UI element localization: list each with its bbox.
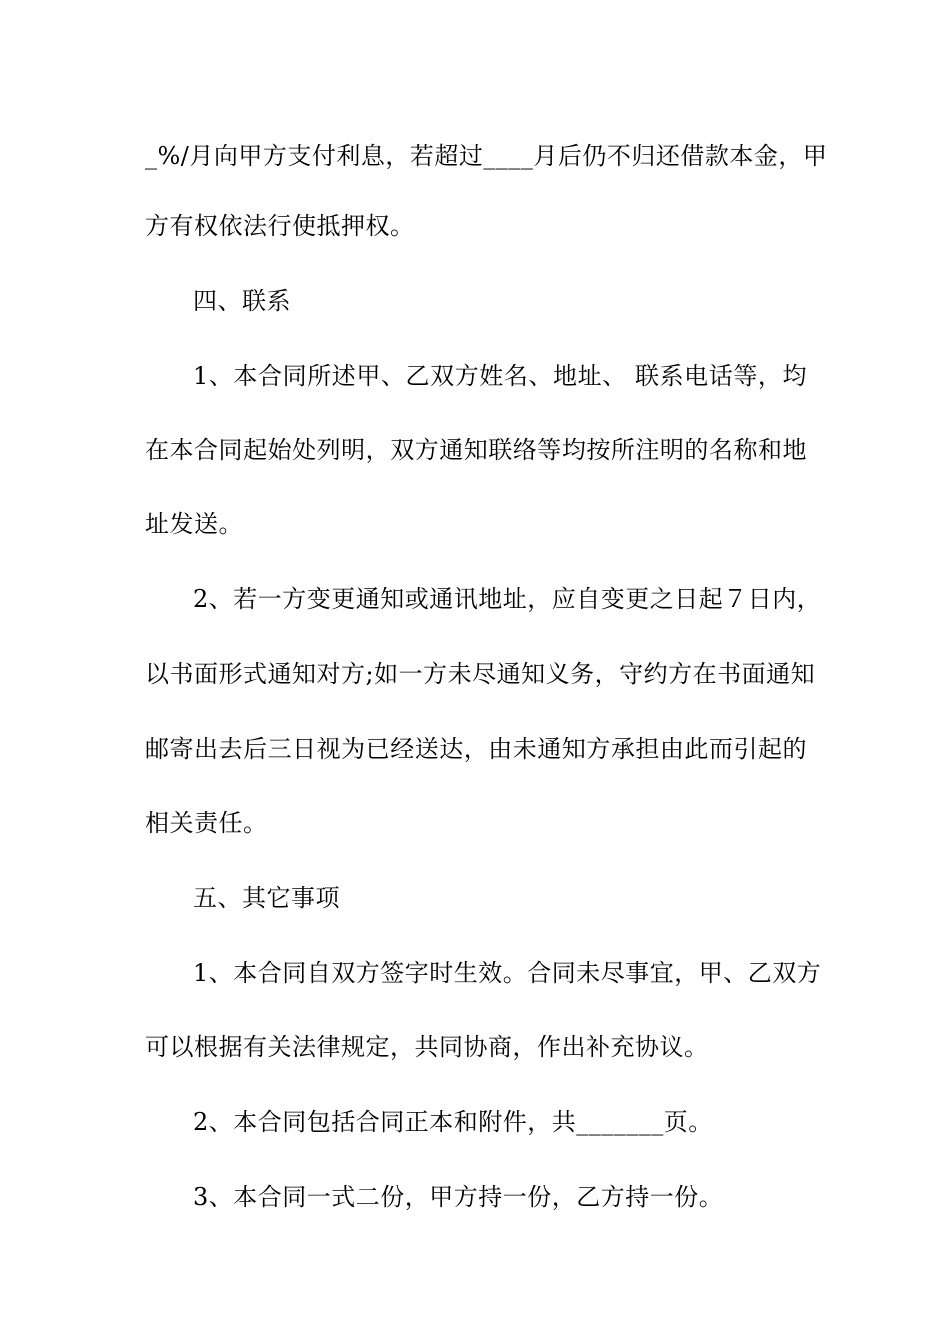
section-heading: 五、其它事项 xyxy=(193,884,340,912)
paragraph-line: 在本合同起始处列明，双方通知联络等均按所注明的名称和地 xyxy=(145,436,807,464)
paragraph-line: 邮寄出去后三日视为已经送达，由未通知方承担由此而引起的 xyxy=(145,735,807,763)
paragraph-line: 址发送。 xyxy=(145,510,243,538)
paragraph-line: 1、本合同所述甲、乙双方姓名、地址、 联系电话等，均 xyxy=(193,362,807,390)
paragraph-line: _%/月向甲方支付利息，若超过____月后仍不归还借款本金，甲 xyxy=(145,142,828,170)
paragraph-line: 以书面形式通知对方;如一方未尽通知义务，守约方在书面通知 xyxy=(145,660,816,688)
paragraph-line: 3、本合同一式二份，甲方持一份，乙方持一份。 xyxy=(193,1183,724,1211)
paragraph-line: 可以根据有关法律规定，共同协商，作出补充协议。 xyxy=(145,1033,709,1061)
paragraph-line: 2、若一方变更通知或通讯地址，应自变更之日起７日内， xyxy=(193,585,822,613)
section-heading: 四、联系 xyxy=(193,287,291,315)
paragraph-line: 相关责任。 xyxy=(145,809,268,837)
paragraph-line: 2、本合同包括合同正本和附件，共_______页。 xyxy=(193,1108,713,1136)
paragraph-line: 1、本合同自双方签字时生效。合同未尽事宜，甲、乙双方 xyxy=(193,959,822,987)
paragraph-line: 方有权依法行使抵押权。 xyxy=(145,212,415,240)
